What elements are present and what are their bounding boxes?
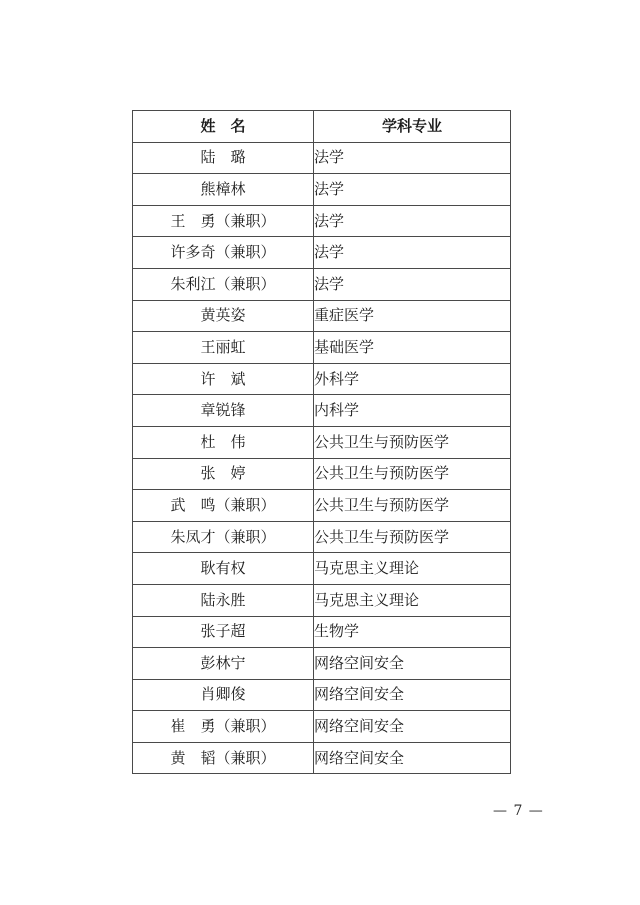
table-row	[133, 679, 511, 711]
discipline-cell: 马克思主义理论	[314, 584, 511, 616]
table-header-discipline: 学科专业	[314, 111, 511, 143]
table-row	[133, 332, 511, 364]
discipline-cell: 公共卫生与预防医学	[314, 458, 511, 490]
discipline-cell: 法学	[314, 174, 511, 206]
discipline-cell: 法学	[314, 205, 511, 237]
name-cell: 张 婷	[133, 458, 314, 490]
name-cell: 许多奇（兼职）	[133, 237, 314, 269]
name-cell: 陆永胜	[133, 584, 314, 616]
name-cell: 崔 勇（兼职）	[133, 711, 314, 743]
discipline-cell: 基础医学	[314, 332, 511, 364]
name-cell: 朱利江（兼职）	[133, 268, 314, 300]
discipline-cell: 马克思主义理论	[314, 553, 511, 585]
table-row	[133, 363, 511, 395]
discipline-cell: 网络空间安全	[314, 648, 511, 680]
table-row	[133, 521, 511, 553]
name-cell: 耿有权	[133, 553, 314, 585]
discipline-cell: 法学	[314, 268, 511, 300]
table-row	[133, 711, 511, 743]
name-cell: 张子超	[133, 616, 314, 648]
table-row	[133, 205, 511, 237]
name-cell: 朱凤才（兼职）	[133, 521, 314, 553]
name-cell: 武 鸣（兼职）	[133, 490, 314, 522]
name-cell: 许 斌	[133, 363, 314, 395]
table-row	[133, 648, 511, 680]
discipline-cell: 网络空间安全	[314, 679, 511, 711]
table-header-row	[133, 111, 511, 143]
discipline-cell: 网络空间安全	[314, 711, 511, 743]
table-row	[133, 395, 511, 427]
discipline-cell: 重症医学	[314, 300, 511, 332]
discipline-cell: 生物学	[314, 616, 511, 648]
discipline-cell: 外科学	[314, 363, 511, 395]
discipline-cell: 网络空间安全	[314, 742, 511, 774]
discipline-cell: 公共卫生与预防医学	[314, 426, 511, 458]
page-number: — 7 —	[493, 803, 544, 819]
table-row	[133, 584, 511, 616]
name-cell: 黄英姿	[133, 300, 314, 332]
table-header-name: 姓 名	[133, 111, 314, 143]
table-row	[133, 268, 511, 300]
table-row	[133, 490, 511, 522]
discipline-cell: 公共卫生与预防医学	[314, 521, 511, 553]
name-cell: 黄 韬（兼职）	[133, 742, 314, 774]
discipline-cell: 公共卫生与预防医学	[314, 490, 511, 522]
name-cell: 彭林宁	[133, 648, 314, 680]
table-row	[133, 458, 511, 490]
table-row	[133, 237, 511, 269]
discipline-cell: 法学	[314, 142, 511, 174]
discipline-cell: 法学	[314, 237, 511, 269]
name-cell: 陆 璐	[133, 142, 314, 174]
table-row	[133, 616, 511, 648]
name-cell: 王丽虹	[133, 332, 314, 364]
name-cell: 熊樟林	[133, 174, 314, 206]
discipline-cell: 内科学	[314, 395, 511, 427]
name-cell: 王 勇（兼职）	[133, 205, 314, 237]
table-row	[133, 742, 511, 774]
name-cell: 肖卿俊	[133, 679, 314, 711]
faculty-roster-table	[132, 110, 511, 774]
name-cell: 杜 伟	[133, 426, 314, 458]
table-row	[133, 174, 511, 206]
name-cell: 章锐锋	[133, 395, 314, 427]
table-row	[133, 142, 511, 174]
table-row	[133, 426, 511, 458]
table-row	[133, 300, 511, 332]
table-row	[133, 553, 511, 585]
